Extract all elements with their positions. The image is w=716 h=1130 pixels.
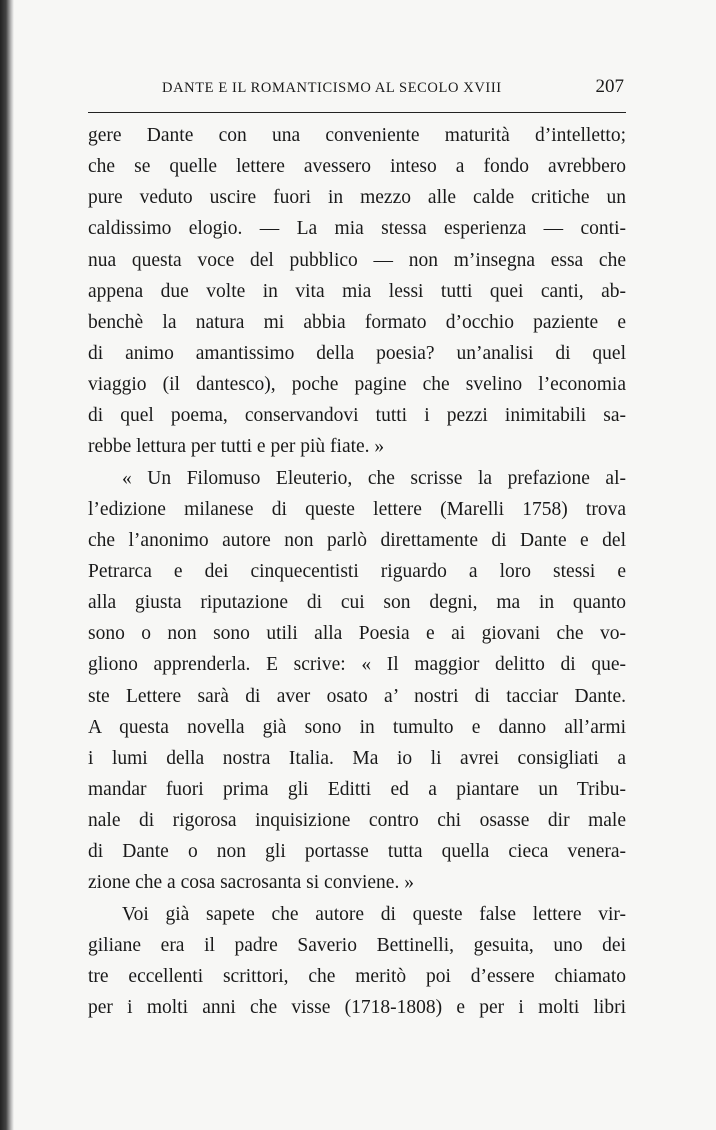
text-line: viaggio (il dantesco), poche pagine che svelino l’economia [88, 374, 626, 396]
text-line: benchè la natura mi abbia formato d’occhio paziente e [88, 311, 626, 333]
text-line: mandar fuori prima gli Editti ed a piantare un Tribu- [88, 778, 626, 800]
text-line: Voi già sapete che autore di queste false lettere vir- [122, 903, 626, 925]
text-line: di Dante o non gli portasse tutta quella cieca venera- [88, 841, 626, 863]
text-line: tre eccellenti scrittori, che meritò poi d’essere chiamato [88, 965, 626, 987]
text-line: pure veduto uscire fuori in mezzo alle calde critiche un [88, 187, 626, 209]
text-line: i lumi della nostra Italia. Ma io li avrei consigliati a [88, 747, 626, 769]
running-title: DANTE E IL ROMANTICISMO AL SECOLO XVIII [162, 80, 502, 96]
text-line: di quel poema, conservandovi tutti i pezzi inimitabili sa- [88, 405, 626, 427]
text-line: alla giusta riputazione di cui son degni, ma in quanto [88, 592, 626, 614]
body-text [88, 120, 626, 1023]
text-line: caldissimo elogio. — La mia stessa esperienza — conti- [88, 218, 626, 240]
text-line: che l’anonimo autore non parlò direttamente di Dante e del [88, 529, 626, 551]
text-line: appena due volte in vita mia lessi tutti quei canti, ab- [88, 280, 626, 302]
header-rule [88, 112, 626, 113]
text-line: A questa novella già sono in tumulto e danno all’armi [88, 716, 626, 738]
text-line: sono o non sono utili alla Poesia e ai giovani che vo- [88, 623, 626, 645]
text-line: che se quelle lettere avessero inteso a fondo avrebbero [88, 156, 626, 178]
text-line: gere Dante con una conveniente maturità d’intelletto; [88, 125, 626, 146]
text-line: Petrarca e dei cinquecentisti riguardo a loro stessi e [88, 560, 626, 582]
text-line: di animo amantissimo della poesia? un’analisi di quel [88, 342, 626, 364]
text-line: rebbe lettura per tutti e per più fiate. » [88, 436, 385, 458]
text-line: per i molti anni che visse (1718-1808) e per i molti libri [88, 996, 626, 1018]
running-head [88, 76, 628, 102]
text-line: nale di rigorosa inquisizione contro chi osasse dir male [88, 810, 626, 832]
text-line: nua questa voce del pubblico — non m’insegna essa che [88, 249, 626, 271]
page-number: 207 [595, 76, 624, 97]
text-line: gliono apprenderla. E scrive: « Il maggior delitto di que- [88, 654, 626, 676]
paragraph-1 [88, 120, 626, 463]
text-line: zione che a cosa sacrosanta si conviene. » [88, 872, 414, 894]
text-line: l’edizione milanese di queste lettere (Marelli 1758) trova [88, 498, 626, 520]
binding-edge [0, 0, 14, 1130]
paragraph-2 [88, 463, 626, 899]
paragraph-3 [88, 899, 626, 1024]
text-line: « Un Filomuso Eleuterio, che scrisse la prefazione al- [122, 467, 626, 489]
text-line: ste Lettere sarà di aver osato a’ nostri di tacciar Dante. [88, 685, 626, 707]
text-line: giliane era il padre Saverio Bettinelli, gesuita, uno dei [88, 934, 626, 956]
